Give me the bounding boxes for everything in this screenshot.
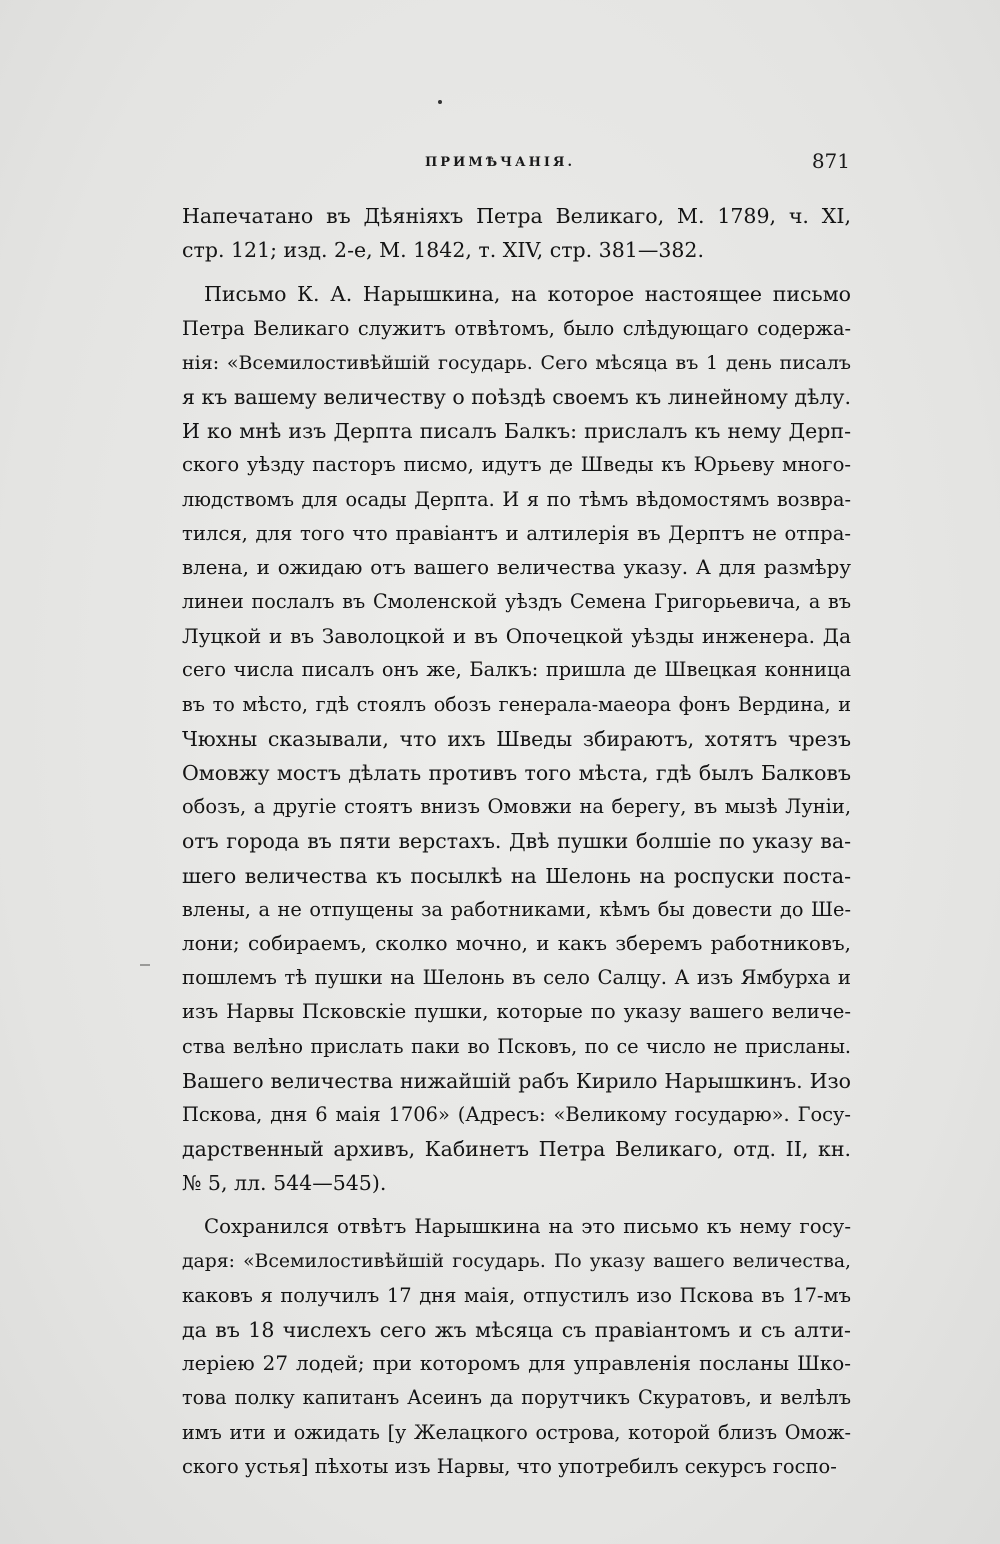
text-line: ского устья] пѣхоты изъ Нарвы, что употребилъ секурсъ госпо- xyxy=(182,1454,837,1478)
text-line: Петра Великаго служитъ отвѣтомъ, было слѣдующаго содержа- xyxy=(182,316,851,340)
text-line: тился, для того что правіантъ и алтилерія въ Дерптъ не отпра- xyxy=(182,521,851,545)
text-line: я къ вашему величеству о поѣздѣ своемъ къ линейному дѣлу. xyxy=(182,384,851,409)
text-line: линеи послалъ въ Смоленской уѣздъ Семена Григорьевича, а въ xyxy=(182,590,851,614)
paragraph xyxy=(182,199,851,267)
text-line: нія: «Всемилостивѣйшій государь. Сего мѣсяца въ 1 день писалъ xyxy=(182,351,851,374)
text-line: влены, а не отпущены за работниками, кѣмъ бы довести до Ше- xyxy=(182,897,851,921)
text-line: пошлемъ тѣ пушки на Шелонь въ село Салцу. А изъ Ямбурха и xyxy=(182,966,851,990)
text-line: отъ города въ пяти верстахъ. Двѣ пушки болшіе по указу ва- xyxy=(182,829,851,854)
text-line: лони; собираемъ, сколко мочно, и какъ зберемъ работниковъ, xyxy=(182,931,851,955)
paragraph-gap xyxy=(182,1200,851,1210)
paragraph xyxy=(182,277,851,1200)
text-line: Напечатано въ Дѣяніяхъ Петра Великаго, М. 1789, ч. XI, xyxy=(182,204,851,228)
text-line: сего числа писалъ онъ же, Балкъ: пришла де Швецкая конница xyxy=(182,658,851,682)
text-line: обозъ, а другіе стоятъ внизъ Омовжи на берегу, въ мызѣ Луніи, xyxy=(182,795,851,819)
text-line: ства велѣно прислать паки во Псковъ, по се число не присланы. xyxy=(182,1034,851,1058)
text-line: леріею 27 лодей; при которомъ для управленія посланы Шко- xyxy=(182,1352,851,1376)
text-line: шего величества къ посылкѣ на Шелонь на роспуски поста- xyxy=(182,863,851,888)
text-line: въ то мѣсто, гдѣ стоялъ обозъ генерала-маеора фонъ Вердина, и xyxy=(182,692,851,716)
text-line: Сохранился отвѣтъ Нарышкина на это письмо къ нему госу- xyxy=(204,1215,851,1239)
text-line: Луцкой и въ Заволоцкой и въ Опочецкой уѣзды инженера. Да xyxy=(182,624,851,649)
text-line: стр. 121; изд. 2-е, М. 1842, т. XIV, стр. 381—382. xyxy=(182,238,704,263)
text-line: Письмо К. А. Нарышкина, на которое настоящее письмо xyxy=(204,282,851,307)
page-header xyxy=(182,149,850,179)
text-line: дарственный архивъ, Кабинетъ Петра Великаго, отд. II, кн. xyxy=(182,1137,851,1162)
text-line: да въ 18 числехъ сего жъ мѣсяца съ правіантомъ и съ алти- xyxy=(182,1318,851,1342)
text-line: И ко мнѣ изъ Дерпта писалъ Балкъ: прислалъ къ нему Дерп- xyxy=(182,419,851,444)
text-line: имъ ити и ожидать [у Желацкого острова, которой близъ Омож- xyxy=(182,1420,851,1444)
ink-dot xyxy=(438,100,442,104)
text-line: людствомъ для осады Дерпта. И я по тѣмъ вѣдомостямъ возвра- xyxy=(182,487,851,511)
text-line: № 5, лл. 544—545). xyxy=(182,1171,387,1196)
text-line: Пскова, дня 6 маія 1706» (Адресъ: «Великому государю». Госу- xyxy=(182,1102,851,1126)
text-line: ского уѣзду пасторъ писмо, идутъ де Шведы къ Юрьеву много- xyxy=(182,453,851,477)
bleed-through-mark xyxy=(140,964,150,966)
paragraph xyxy=(182,1210,851,1484)
running-head: ПРИМѢЧАНІЯ. xyxy=(425,155,575,170)
body-text xyxy=(182,199,851,1484)
text-line: изъ Нарвы Псковскіе пушки, которые по указу вашего величе- xyxy=(182,1000,851,1024)
text-line: Вашего величества нижайшій рабъ Кирило Нарышкинъ. Изо xyxy=(182,1068,851,1093)
text-line: това полку капитанъ Асеинъ да порутчикъ Скуратовъ, и велѣлъ xyxy=(182,1386,851,1410)
paragraph-gap xyxy=(182,267,851,277)
text-line: даря: «Всемилостивѣйшій государь. По указу вашего величества, xyxy=(182,1250,851,1272)
text-line: Омовжу мостъ дѣлать противъ того мѣста, гдѣ былъ Балковъ xyxy=(182,761,851,785)
text-line: влена, и ожидаю отъ вашего величества указу. А для размѣру xyxy=(182,555,851,579)
page-number: 871 xyxy=(811,149,850,173)
text-line: каковъ я получилъ 17 дня маія, отпустилъ изо Пскова въ 17-мъ xyxy=(182,1283,851,1307)
text-line: Чюхны сказывали, что ихъ Шведы збираютъ, хотятъ чрезъ xyxy=(182,726,851,751)
